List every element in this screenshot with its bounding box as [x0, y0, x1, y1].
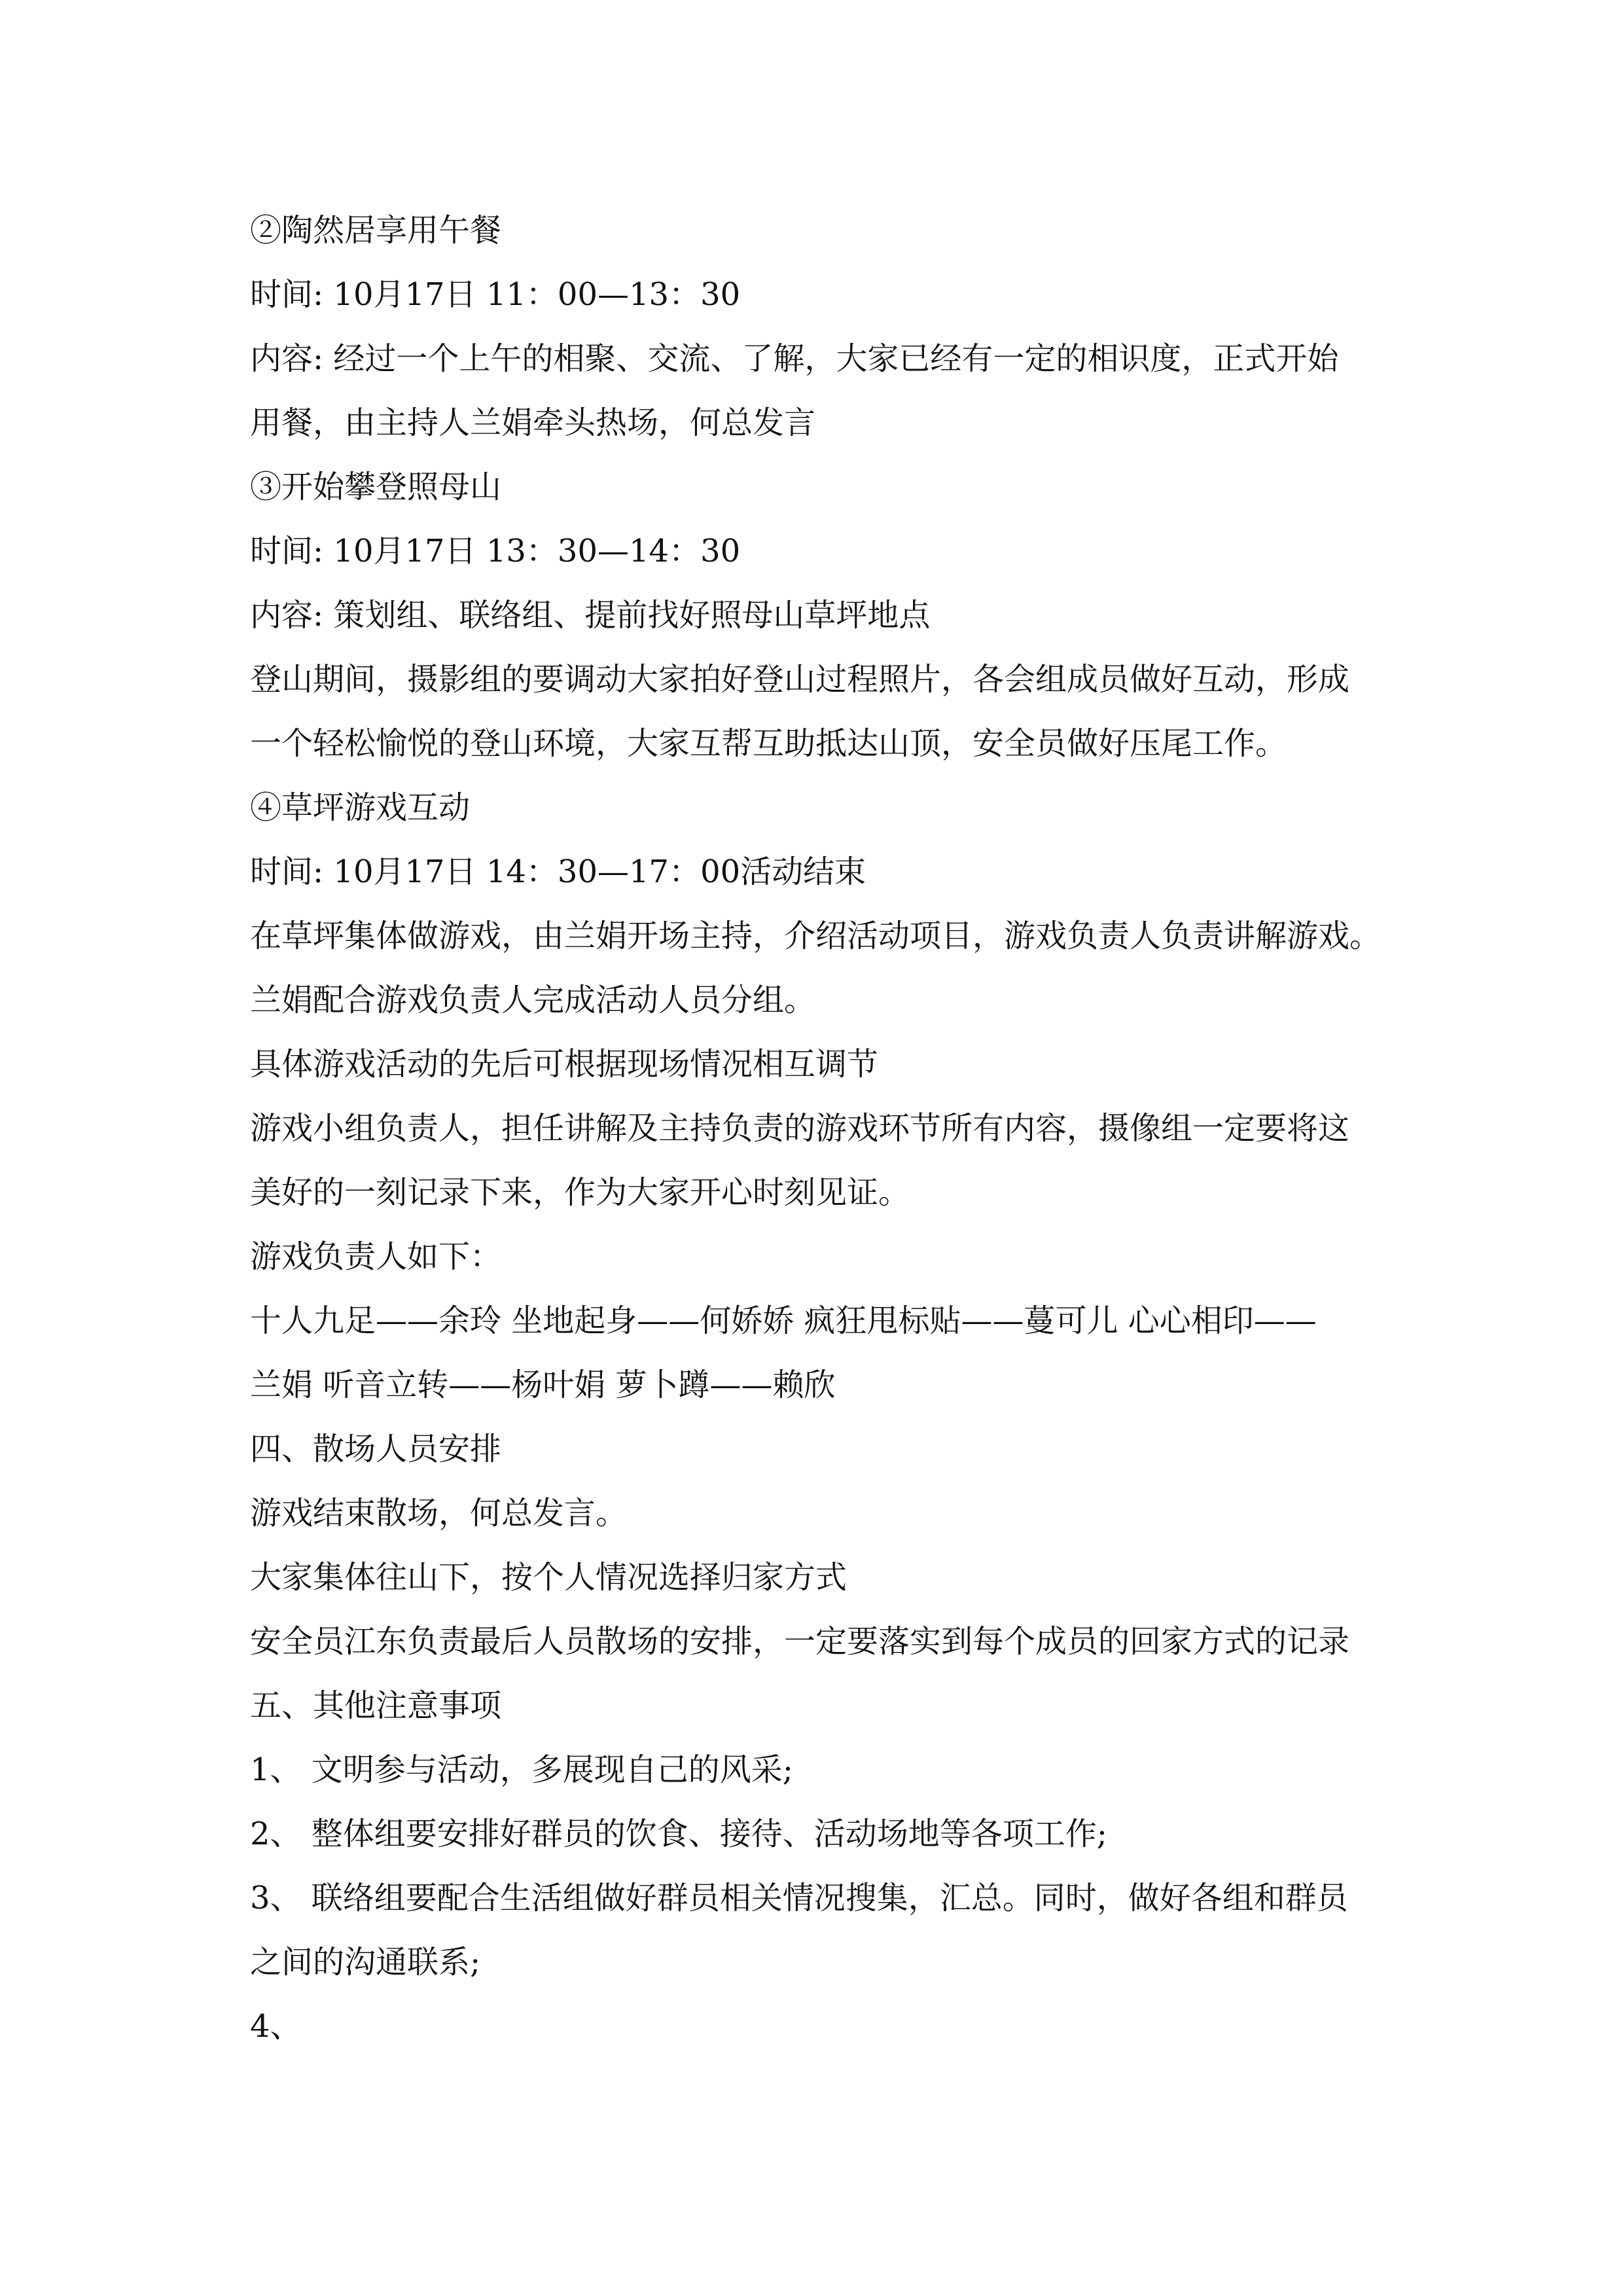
lunch-content-line-2: 用餐，由主持人兰娟牵头热场，何总发言	[250, 404, 816, 441]
games-leader-paragraph-line-1: 游戏小组负责人，担任讲解及主持负责的游戏环节所有内容，摄像组一定要将这	[250, 1110, 1350, 1147]
climb-paragraph-line-1: 登山期间，摄影组的要调动大家拍好登山过程照片，各会组成员做好互动，形成	[250, 661, 1350, 698]
game-leaders-heading: 游戏负责人如下：	[250, 1238, 502, 1275]
games-leader-paragraph-line-2: 美好的一刻记录下来，作为大家开心时刻见证。	[250, 1174, 910, 1211]
climb-time: 时间: 10月17日 13：30—14：30	[250, 533, 741, 569]
dismissal-line-2: 大家集体往山下，按个人情况选择归家方式	[250, 1559, 847, 1596]
dismissal-line-1: 游戏结束散场，何总发言。	[250, 1495, 628, 1532]
section-heading-dismissal: 四、散场人员安排	[250, 1431, 502, 1467]
games-time: 时间: 10月17日 14：30—17：00活动结束	[250, 853, 866, 890]
climb-content: 内容: 策划组、联络组、提前找好照母山草坪地点	[250, 597, 931, 634]
section-heading-notes: 五、其他注意事项	[250, 1687, 502, 1724]
game-leaders-line-2: 兰娟 听音立转——杨叶娟 萝卜蹲——赖欣	[250, 1367, 836, 1403]
games-order-note: 具体游戏活动的先后可根据现场情况相互调节	[250, 1046, 879, 1083]
game-leaders-line-1: 十人九足——余玲 坐地起身——何娇娇 疯狂甩标贴——蔓可儿 心心相印——	[250, 1302, 1317, 1339]
lunch-content-line-1: 内容: 经过一个上午的相聚、交流、了解，大家已经有一定的相识度，正式开始	[250, 340, 1339, 377]
note-item-3-line-2: 之间的沟通联系;	[250, 1944, 481, 1981]
note-item-4: 4、	[250, 2008, 302, 2045]
lunch-time: 时间: 10月17日 11：00—13：30	[250, 276, 741, 313]
section-heading-lunch: ②陶然居享用午餐	[250, 212, 502, 249]
dismissal-line-3: 安全员江东负责最后人员散场的安排，一定要落实到每个成员的回家方式的记录	[250, 1623, 1350, 1660]
note-item-2: 2、 整体组要安排好群员的饮食、接待、活动场地等各项工作;	[250, 1816, 1107, 1852]
note-item-1: 1、 文明参与活动，多展现自己的风采;	[250, 1751, 793, 1788]
climb-paragraph-line-2: 一个轻松愉悦的登山环境，大家互帮互助抵达山顶，安全员做好压尾工作。	[250, 725, 1287, 762]
note-item-3-line-1: 3、 联络组要配合生活组做好群员相关情况搜集，汇总。同时，做好各组和群员	[250, 1880, 1348, 1916]
games-paragraph-line-2: 兰娟配合游戏负责人完成活动人员分组。	[250, 982, 816, 1018]
section-heading-climb: ③开始攀登照母山	[250, 469, 502, 505]
section-heading-games: ④草坪游戏互动	[250, 789, 471, 826]
games-paragraph-line-1: 在草坪集体做游戏，由兰娟开场主持，介绍活动项目，游戏负责人负责讲解游戏。	[250, 918, 1382, 954]
